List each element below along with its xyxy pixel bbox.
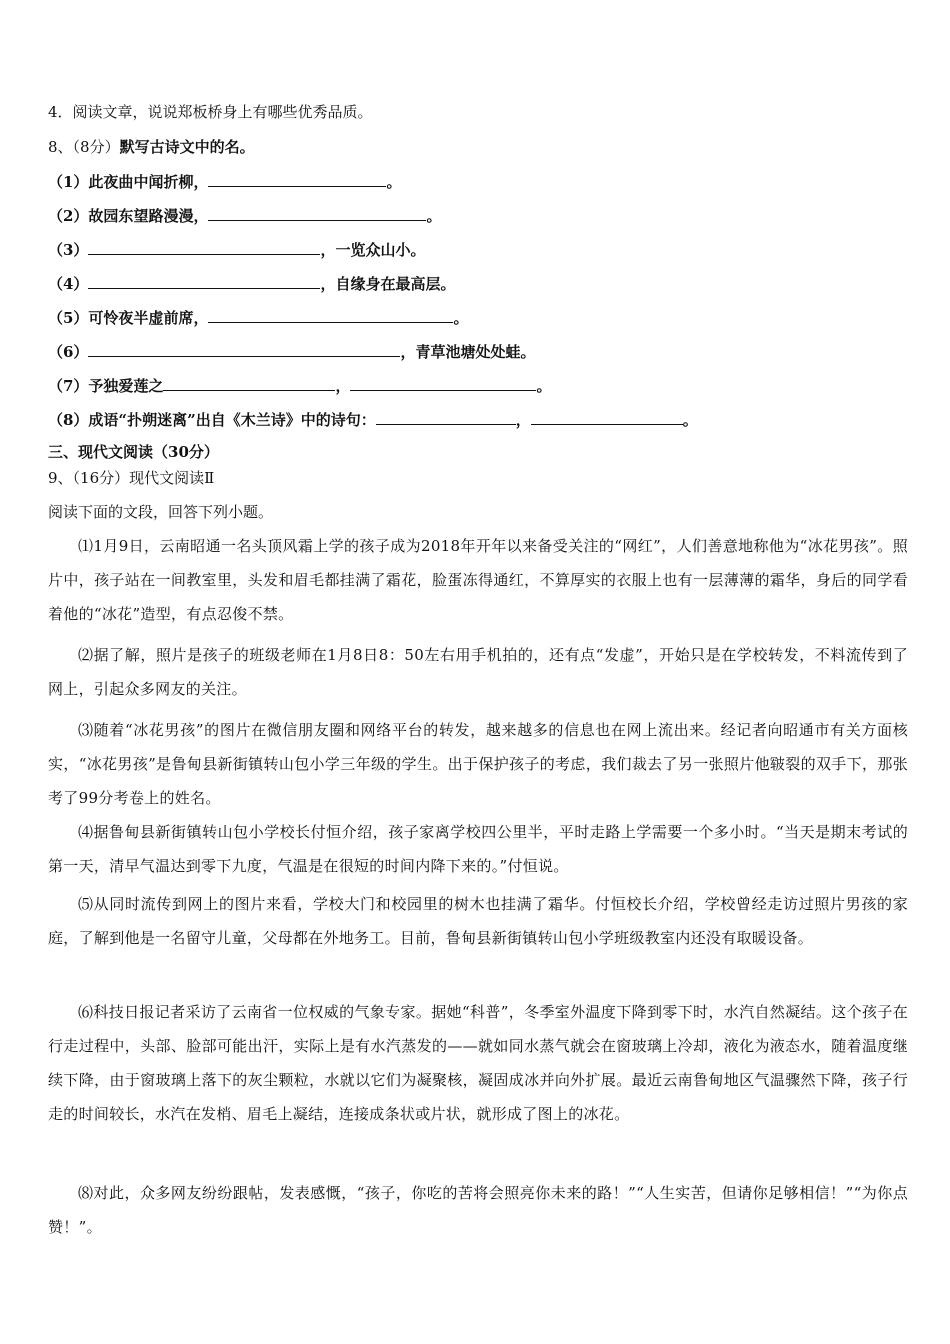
poem-item-5 [48,307,468,328]
poem-item-prompt: （5）可怜夜半虚前席， [48,309,209,327]
answer-blank[interactable] [163,375,335,391]
poem-item-prompt: （1）此夜曲中闻折柳， [48,173,209,191]
poem-item-suffix: 。 [536,377,552,395]
answer-blank[interactable] [376,409,516,425]
poem-item-suffix: ，自缘身在最高层。 [320,275,456,293]
poem-item-prompt: （7）予独爱莲之 [48,377,164,395]
poem-item-prompt: （2）故园东望路漫漫， [48,207,209,225]
poem-item-prompt: （3） [48,241,89,259]
section-3-title: 三、现代文阅读（30分） [48,443,219,461]
passage-paragraph-2: ⑵据了解，照片是孩子的班级老师在1月8日8：50左右用手机拍的，还有点“发虚”，开始只是在学校转发，不料流传到了网上，引起众多网友的关注。 [48,646,908,698]
poem-item-7 [48,375,551,396]
passage-paragraph-4: ⑷据鲁甸县新街镇转山包小学校长付恒介绍，孩子家离学校四公里半，平时走路上学需要一个多小时。“当天是期末考试的第一天，清早气温达到零下九度，气温是在很短的时间内降下来的。”付恒说。 [48,823,908,875]
answer-blank[interactable] [208,205,426,221]
answer-blank[interactable] [208,307,453,323]
passage-paragraph-3: ⑶随着“冰花男孩”的图片在微信朋友圈和网络平台的转发，越来越多的信息也在网上流出来。经记者向昭通市有关方面核实，“冰花男孩”是鲁甸县新街镇转山包小学三年级的学生。出于保护孩子的考虑，我们裁去了另一张照片他皲裂的双手下，那张考了99分考卷上的姓名。 [48,721,908,807]
poem-item-6 [48,341,535,362]
poem-item-1 [48,171,401,192]
question-8-heading [48,137,255,157]
answer-blank[interactable] [88,239,320,255]
passage-paragraph-8: ⑻对此，众多网友纷纷跟帖，发表感慨，“孩子，你吃的苦将会照亮你未来的路！”“人生实苦，但请你足够相信！”“为你点赞！”。 [48,1184,908,1236]
question-9-title: 9、（16分）现代文阅读Ⅱ [48,469,215,487]
answer-blank[interactable] [88,273,320,289]
question-8-title: 默写古诗文中的名。 [119,138,255,156]
poem-item-8 [48,409,698,430]
poem-item-3 [48,239,425,260]
poem-item-4 [48,273,455,294]
question-8-number: 8、（8分） [48,138,120,156]
passage-paragraph-1: ⑴1月9日，云南昭通一名头顶风霜上学的孩子成为2018年开年以来备受关注的“网红”，人们善意地称他为“冰花男孩”。照片中，孩子站在一间教室里，头发和眉毛都挂满了霜花，脸蛋冻得通红，不算厚实的衣服上也有一层薄薄的霜华，身后的同学看着他的“冰花”造型，有点忍俊不禁。 [48,537,908,623]
poem-item-suffix: ，一览众山小。 [320,241,426,259]
answer-blank[interactable] [531,409,683,425]
poem-item-suffix: 。 [426,207,442,225]
answer-blank[interactable] [88,341,400,357]
answer-blank[interactable] [350,375,536,391]
poem-item-suffix: 。 [682,411,698,429]
poem-item-suffix: 。 [386,173,402,191]
poem-item-suffix: 。 [453,309,469,327]
passage-paragraph-6: ⑹科技日报记者采访了云南省一位权威的气象专家。据她“科普”，冬季室外温度下降到零下时，水汽自然凝结。这个孩子在行走过程中，头部、脸部可能出汗，实际上是有水汽蒸发的——就如同水蒸气就会在窗玻璃上冷却，液化为液态水，随着温度继续下降，由于窗玻璃上落下的灰尘颗粒，水就以它们为凝聚核，凝固成冰并向外扩展。最近云南鲁甸地区气温骤然下降，孩子行走的时间较长，水汽在发梢、眉毛上凝结，连接成条状或片状，就形成了图上的冰花。 [48,1003,908,1123]
poem-item-prompt: （6） [48,343,89,361]
question-9-instruction: 阅读下面的文段，回答下列小题。 [48,503,274,521]
poem-item-separator: ， [515,411,531,429]
poem-item-prompt: （4） [48,275,89,293]
poem-item-prompt: （8）成语“扑朔迷离”出自《木兰诗》中的诗句： [48,411,376,429]
question-4: 4．阅读文章，说说郑板桥身上有哪些优秀品质。 [48,103,373,121]
poem-item-separator: ， [335,377,351,395]
poem-item-2 [48,205,441,226]
answer-blank[interactable] [208,171,386,187]
passage-paragraph-5: ⑸从同时流传到网上的图片来看，学校大门和校园里的树木也挂满了霜华。付恒校长介绍，学校曾经走访过照片男孩的家庭，了解到他是一名留守儿童，父母都在外地务工。目前，鲁甸县新街镇转山包小学班级教室内还没有取暖设备。 [48,895,908,947]
poem-item-suffix: ，青草池塘处处蛙。 [400,343,536,361]
